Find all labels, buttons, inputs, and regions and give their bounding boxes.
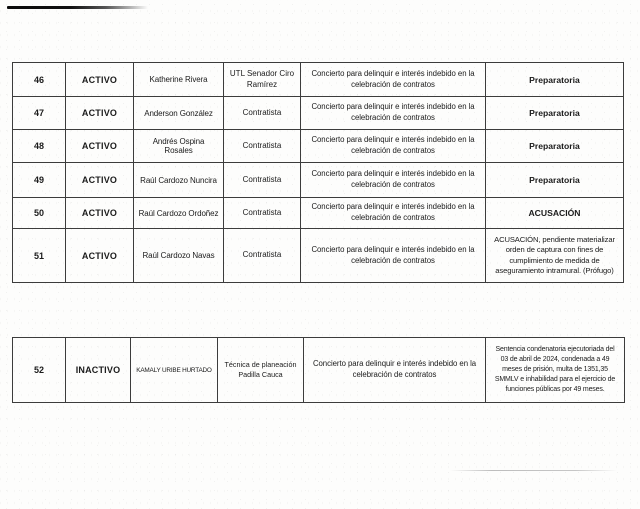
cell-charge: Concierto para delinquir e interés indebido en la celebración de contratos xyxy=(301,97,486,130)
cell-status: ACTIVO xyxy=(66,198,134,229)
table-row xyxy=(13,229,624,283)
cell-stage: Preparatoria xyxy=(486,163,624,198)
cell-number: 48 xyxy=(13,130,66,163)
cell-charge: Concierto para delinquir e interés indebido en la celebración de contratos xyxy=(304,338,486,403)
cell-name: Andrés Ospina Rosales xyxy=(134,130,224,163)
records-table-main xyxy=(12,62,624,283)
cell-number: 49 xyxy=(13,163,66,198)
cell-name: KAMALY URIBE HURTADO xyxy=(131,338,218,403)
cell-number: 51 xyxy=(13,229,66,283)
scan-artifact-line-top xyxy=(7,6,148,9)
cell-number: 47 xyxy=(13,97,66,130)
table-row xyxy=(13,338,625,403)
cell-name: Anderson González xyxy=(134,97,224,130)
table-row xyxy=(13,198,624,229)
cell-charge: Concierto para delinquir e interés indebido en la celebración de contratos xyxy=(301,229,486,283)
cell-position: Contratista xyxy=(224,229,301,283)
cell-charge: Concierto para delinquir e interés indebido en la celebración de contratos xyxy=(301,198,486,229)
cell-name: Raúl Cardozo Nuncira xyxy=(134,163,224,198)
cell-charge: Concierto para delinquir e interés indebido en la celebración de contratos xyxy=(301,163,486,198)
table-row xyxy=(13,97,624,130)
cell-stage: Sentencia condenatoria ejecutoriada del 03 de abril de 2024, condenada a 49 meses de prisión, multa de 1351,35 SMMLV e inhabilidad para el ejercicio de funciones públicas por 49 meses. xyxy=(486,338,625,403)
table-row xyxy=(13,63,624,97)
cell-stage: ACUSACIÓN xyxy=(486,198,624,229)
records-table-secondary xyxy=(12,337,625,403)
cell-status: ACTIVO xyxy=(66,229,134,283)
cell-number: 52 xyxy=(13,338,66,403)
cell-position: Contratista xyxy=(224,163,301,198)
cell-status: ACTIVO xyxy=(66,163,134,198)
cell-stage: Preparatoria xyxy=(486,130,624,163)
cell-charge: Concierto para delinquir e interés indebido en la celebración de contratos xyxy=(301,130,486,163)
cell-charge: Concierto para delinquir e interés indebido en la celebración de contratos xyxy=(301,63,486,97)
cell-name: Raúl Cardozo Navas xyxy=(134,229,224,283)
table-row xyxy=(13,163,624,198)
cell-name: Raúl Cardozo Ordoñez xyxy=(134,198,224,229)
scan-artifact-line-bottom xyxy=(450,470,617,471)
cell-position: Técnica de planeación Padilla Cauca xyxy=(218,338,304,403)
cell-position: Contratista xyxy=(224,97,301,130)
cell-status: ACTIVO xyxy=(66,130,134,163)
cell-name: Katherine Rivera xyxy=(134,63,224,97)
cell-position: Contratista xyxy=(224,198,301,229)
cell-status: ACTIVO xyxy=(66,97,134,130)
cell-status: INACTIVO xyxy=(66,338,131,403)
table-row xyxy=(13,130,624,163)
cell-number: 50 xyxy=(13,198,66,229)
cell-number: 46 xyxy=(13,63,66,97)
cell-stage: Preparatoria xyxy=(486,97,624,130)
cell-stage: ACUSACIÓN, pendiente materializar orden de captura con fines de cumplimiento de medida de aseguramiento intramural. (Prófugo) xyxy=(486,229,624,283)
cell-status: ACTIVO xyxy=(66,63,134,97)
cell-position: Contratista xyxy=(224,130,301,163)
cell-position: UTL Senador Ciro Ramírez xyxy=(224,63,301,97)
cell-stage: Preparatoria xyxy=(486,63,624,97)
